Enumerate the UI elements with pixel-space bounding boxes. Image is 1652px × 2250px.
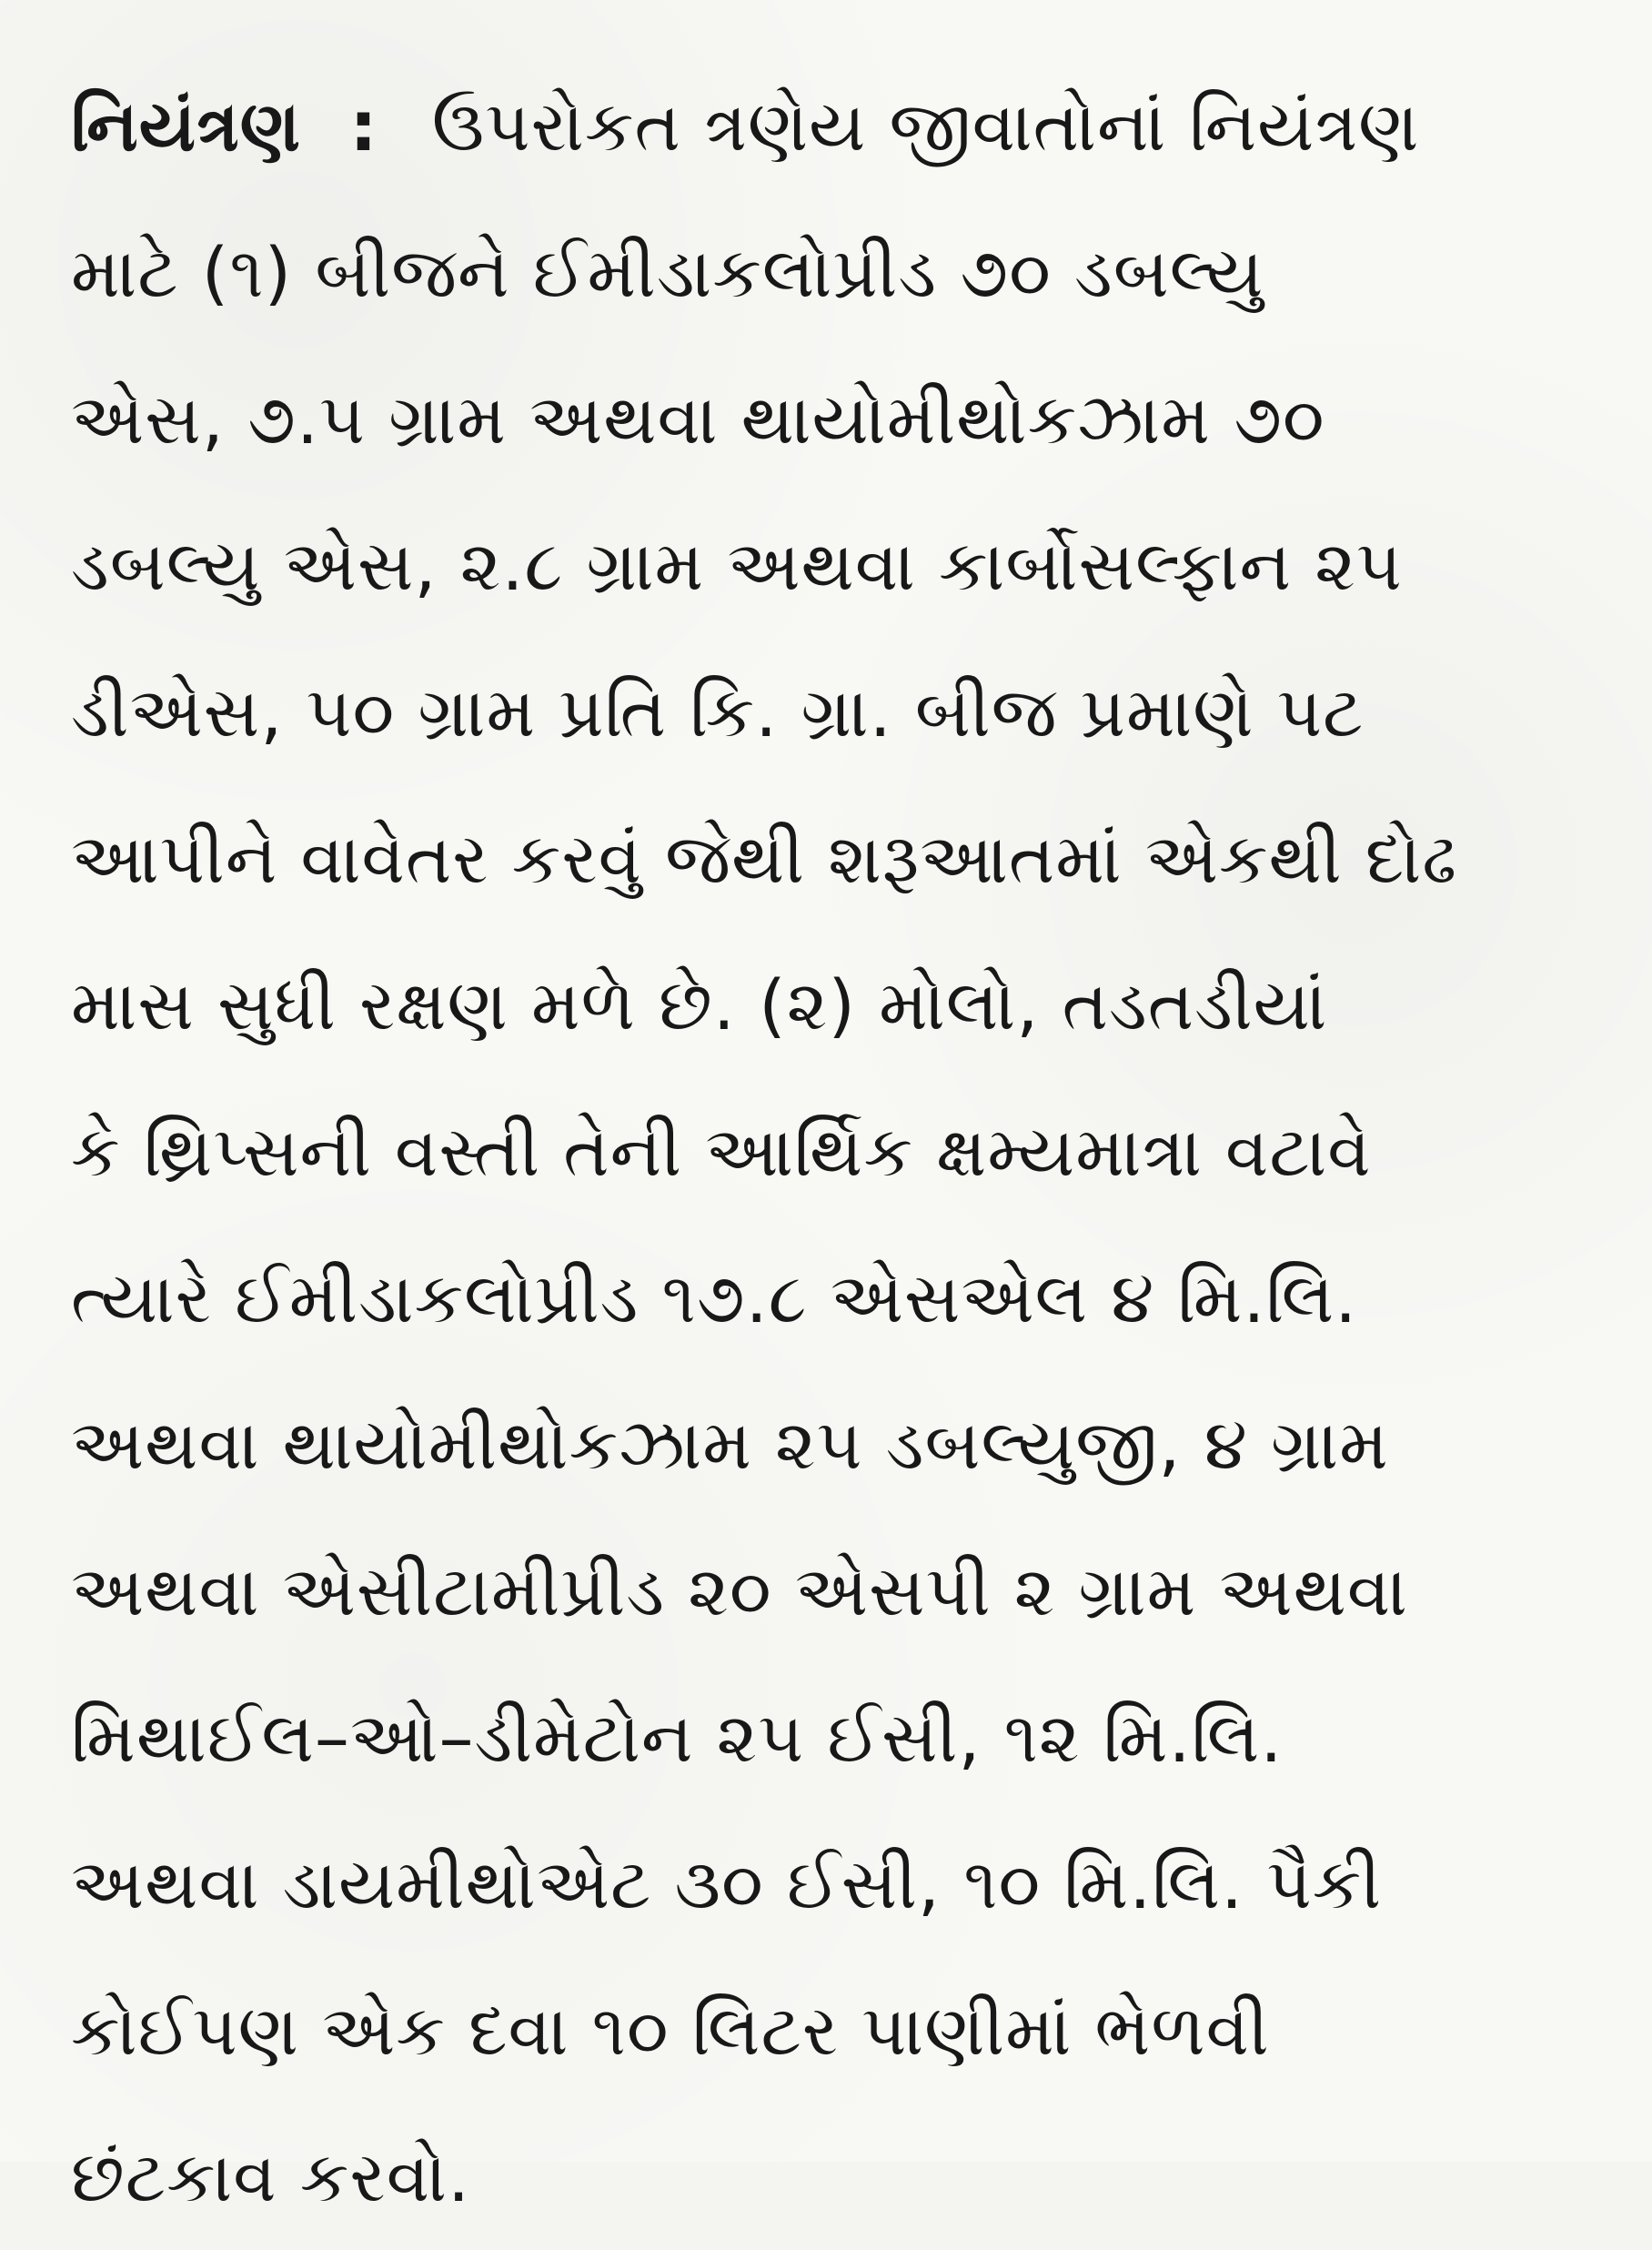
text-line-11: અથવા એસીટામીપ્રીડ ૨૦ એસપી ૨ ગ્રામ અથવા [71, 1550, 1408, 1631]
text-line-9: ત્યારે ઈમીડાકલોપ્રીડ ૧૭.૮ એસએલ ૪ મિ.લિ. [71, 1257, 1358, 1338]
text-line-15: છંટકાવ કરવો. [71, 2136, 471, 2217]
text-line-7: માસ સુધી રક્ષણ મળે છે. (૨) મોલો, તડતડીયાં [71, 964, 1328, 1045]
text-line-5: ડીએસ, ૫૦ ગ્રામ પ્રતિ કિ. ગ્રા. બીજ પ્રમાણે પટ [71, 671, 1365, 752]
text-line-13: અથવા ડાયમીથોએટ ૩૦ ઈસી, ૧૦ મિ.લિ. પૈકી [71, 1843, 1383, 1924]
text-line-1 [71, 53, 1590, 199]
document-text-block [71, 53, 1590, 2250]
text-line-8: કે થ્રિપ્સની વસ્તી તેની આર્થિક ક્ષમ્યમાત્રા વટાવે [71, 1111, 1372, 1192]
text-line-12: મિથાઈલ–ઓ–ડીમેટોન ૨૫ ઈસી, ૧૨ મિ.લિ. [71, 1697, 1284, 1778]
text-line-2: માટે (૧) બીજને ઈમીડાકલોપ્રીડ ૭૦ ડબલ્યુ [71, 232, 1264, 313]
text-line-4: ડબલ્યુ એસ, ૨.૮ ગ્રામ અથવા કાર્બોસલ્ફાન ૨૫ [71, 525, 1403, 606]
text-line-10: અથવા થાયોમીથોકઝામ ૨૫ ડબલ્યુજી, ૪ ગ્રામ [71, 1404, 1389, 1485]
text-line-1-content: ઉપરોકત ત્રણેય જીવાતોનાં નિયંત્રણ [431, 86, 1420, 166]
text-line-6: આપીને વાવેતર કરવું જેથી શરૂઆતમાં એકથી દોઢ [71, 818, 1458, 899]
text-line-14: કોઈપણ એક દવા ૧૦ લિટર પાણીમાં ભેળવી [71, 1990, 1270, 2071]
section-heading: નિયંત્રણ [71, 86, 302, 166]
text-line-3: એસ, ૭.૫ ગ્રામ અથવા થાયોમીથોકઝામ ૭૦ [71, 378, 1325, 459]
heading-colon: : [349, 86, 378, 166]
